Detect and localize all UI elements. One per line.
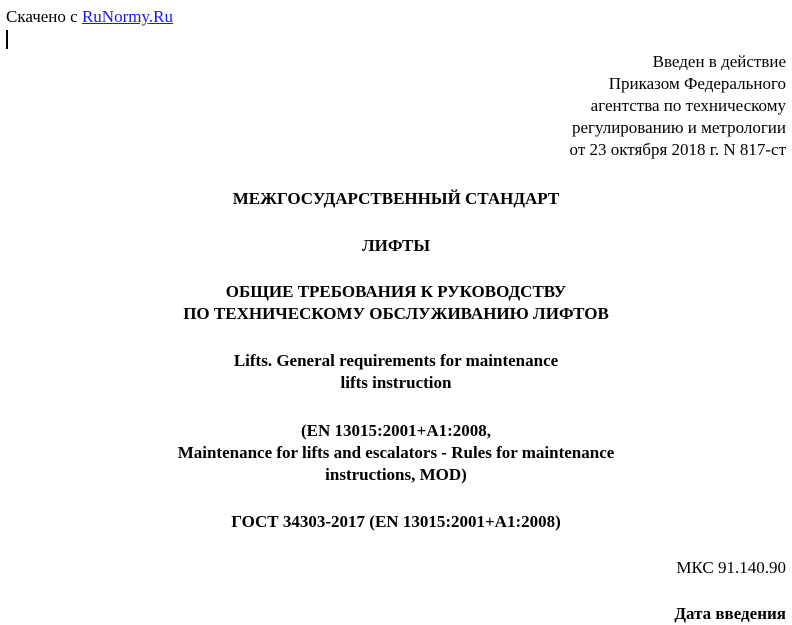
reference-line: (EN 13015:2001+A1:2008, xyxy=(300,421,492,440)
approval-block xyxy=(570,51,786,161)
source-link[interactable]: RuNormy.Ru xyxy=(81,7,173,26)
document-subtitle xyxy=(0,281,792,325)
english-title-line: lifts instruction xyxy=(340,373,452,392)
designation-text: ГОСТ 34303-2017 (EN 13015:2001+A1:2008) xyxy=(231,512,561,531)
standard-type-text: МЕЖГОСУДАРСТВЕННЫЙ СТАНДАРТ xyxy=(232,189,560,208)
reference-line: Maintenance for lifts and escalators - Rules for maintenance xyxy=(177,443,615,462)
designation xyxy=(0,511,792,533)
approval-line: агентства по техническому xyxy=(590,96,786,115)
source-line xyxy=(6,6,173,27)
text-cursor xyxy=(6,30,8,49)
source-prefix: Скачено с xyxy=(6,7,82,26)
subtitle-line: ПО ТЕХНИЧЕСКОМУ ОБСЛУЖИВАНИЮ ЛИФТОВ xyxy=(183,304,609,323)
document-title-text: ЛИФТЫ xyxy=(361,236,431,255)
english-title xyxy=(0,350,792,394)
approval-line: Введен в действие xyxy=(652,52,786,71)
mks-code: МКС 91.140.90 xyxy=(676,558,786,577)
standard-type xyxy=(0,188,792,210)
intro-date-label: Дата введения xyxy=(674,604,786,623)
subtitle-line: ОБЩИЕ ТРЕБОВАНИЯ К РУКОВОДСТВУ xyxy=(225,282,567,301)
approval-line: от 23 октября 2018 г. N 817-ст xyxy=(569,140,786,159)
approval-line: регулированию и метрологии xyxy=(571,118,786,137)
reference-line: instructions, MOD) xyxy=(325,465,467,484)
document-title xyxy=(0,235,792,257)
reference-block xyxy=(0,420,792,486)
english-title-line: Lifts. General requirements for maintenance xyxy=(233,351,559,370)
approval-line: Приказом Федерального xyxy=(608,74,786,93)
